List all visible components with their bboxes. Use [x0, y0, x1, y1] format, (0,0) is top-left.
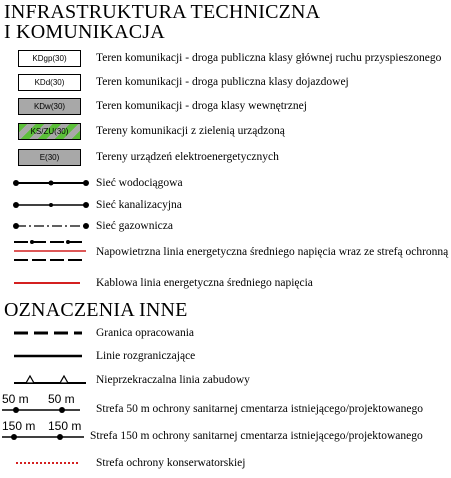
legend-row-kszu: [0, 121, 451, 143]
legend-row-water: [0, 173, 451, 195]
water-line-symbol: [14, 173, 94, 193]
legend-row-gas: [0, 216, 451, 238]
zone-150-left-label: 150 m: [2, 419, 36, 433]
legend-box-kdgp: KDgp(30): [18, 50, 81, 67]
zone-150-symbol: [2, 418, 86, 446]
legend-box-kdw: KDw(30): [18, 98, 81, 115]
legend-row-kdgp: [0, 48, 451, 70]
boundary-line-symbol: [14, 323, 94, 343]
legend-row-e: [0, 147, 451, 169]
legend-row-kdd: [0, 72, 451, 94]
legend-label-gas: Sieć gazownicza: [96, 220, 173, 232]
legend-row-sewage: [0, 195, 451, 217]
legend-label-zone-50: Strefa 50 m ochrony sanitarnej cmentarza istniejącego/projektowanego: [96, 403, 423, 415]
legend-label-e: Tereny urządzeń elektroenergetycznych: [96, 151, 279, 163]
legend-box-kdd: KDd(30): [18, 74, 81, 91]
legend-row-kdw: [0, 96, 451, 118]
legend-row-boundary: [0, 323, 451, 345]
legend-label-cable-power: Kablowa linia energetyczna średniego napięcia: [96, 277, 313, 289]
infrastructure-title-line1: INFRASTRUKTURA TECHNICZNA: [4, 1, 321, 23]
legend-label-zone-150: Strefa 150 m ochrony sanitarnej cmentarza istniejącego/projektowanego: [90, 430, 423, 442]
legend-row-building-line: [0, 370, 451, 392]
legend-row-demarcation: [0, 346, 451, 368]
legend-row-cable-power: [0, 273, 451, 295]
legend-label-conservation: Strefa ochrony konserwatorskiej: [96, 457, 246, 469]
legend-box-kszu: KS/ZU(30): [18, 123, 81, 140]
other-title: OZNACZENIA INNE: [4, 299, 188, 321]
legend-row-overhead-power: [0, 240, 451, 262]
legend-label-water: Sieć wodociągowa: [96, 177, 183, 189]
building-line-symbol: [14, 370, 94, 390]
legend-label-demarcation: Linie rozgraniczające: [96, 350, 196, 362]
gas-line-symbol: [14, 216, 94, 236]
legend-label-overhead-power: Napowietrzna linia energetyczna średniego napięcia wraz ze strefą ochronną: [96, 246, 449, 258]
zone-150-right-label: 150 m: [48, 419, 82, 433]
legend-box-e: E(30): [18, 149, 81, 166]
conservation-zone-symbol: [14, 453, 94, 473]
sewage-line-symbol: [14, 195, 94, 215]
legend-label-building-line: Nieprzekraczalna linia zabudowy: [96, 374, 250, 386]
legend-label-boundary: Granica opracowania: [96, 327, 195, 339]
zone-50-left-label: 50 m: [2, 392, 29, 406]
cable-power-line-symbol: [14, 273, 94, 293]
legend-label-sewage: Sieć kanalizacyjna: [96, 199, 182, 211]
legend-label-kdd: Teren komunikacji - droga publiczna klasy dojazdowej: [96, 76, 349, 88]
overhead-power-line-symbol: [14, 238, 94, 264]
zone-50-right-label: 50 m: [48, 392, 75, 406]
legend-row-zone-150: [0, 418, 451, 446]
legend-label-kszu: Tereny komunikacji z zielenią urządzoną: [96, 125, 285, 137]
legend-row-zone-50: [0, 392, 451, 418]
zone-50-symbol: [2, 392, 86, 418]
legend-label-kdw: Teren komunikacji - droga klasy wewnętrznej: [96, 100, 307, 112]
legend-label-kdgp: Teren komunikacji - droga publiczna klasy głównej ruchu przyspieszonego: [96, 52, 442, 64]
legend-row-conservation: [0, 453, 451, 475]
infrastructure-title-line2: I KOMUNIKACJA: [4, 21, 165, 43]
demarcation-line-symbol: [14, 346, 94, 366]
